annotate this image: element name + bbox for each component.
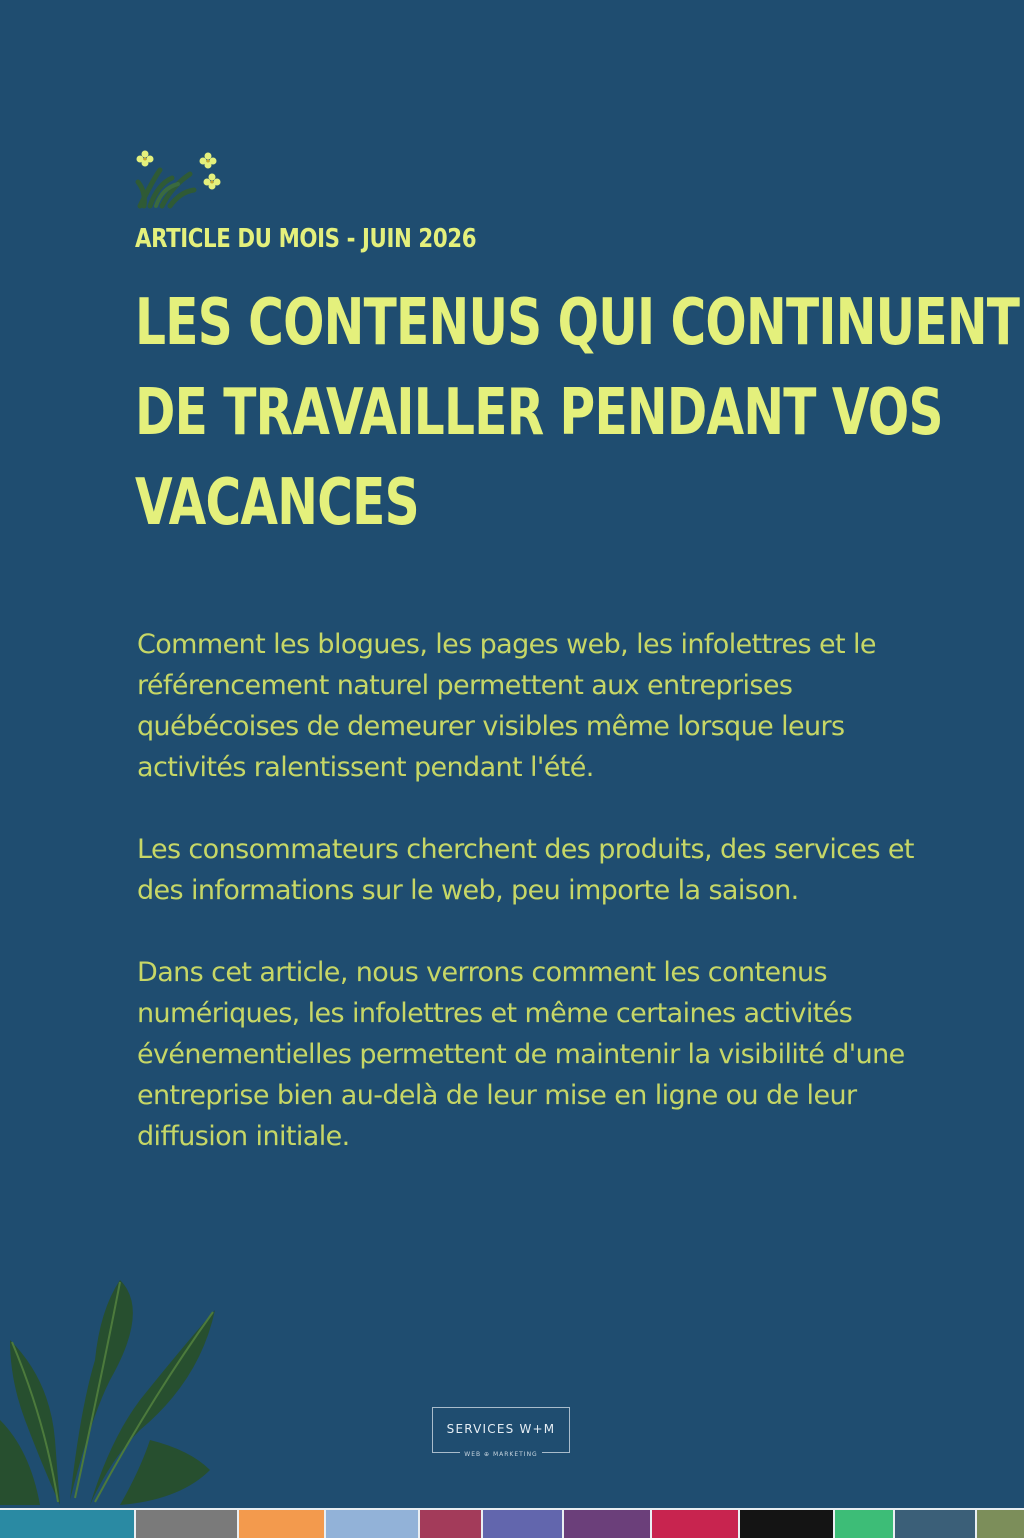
color-bar <box>0 1508 1024 1538</box>
logo-subtitle <box>433 1451 569 1458</box>
color-swatch <box>652 1510 740 1538</box>
color-swatch <box>0 1510 136 1538</box>
logo-subtitle-text: WEB ⊕ MARKETING <box>460 1451 541 1458</box>
logo-name: SERVICES W+M <box>446 1422 556 1436</box>
color-swatch <box>564 1510 652 1538</box>
color-swatch <box>239 1510 326 1538</box>
color-swatch <box>895 1510 977 1538</box>
title-line: LES CONTENUS QUI CONTINUENT <box>135 286 1020 360</box>
body-paragraph: Dans cet article, nous verrons comment les contenus numériques, les infolettres et même certaines activités événementielles permettent de maintenir la visibilité d'une entreprise bien au-delà de leur mise en ligne ou de leur diffusion initiale. <box>137 957 905 1152</box>
color-swatch <box>326 1510 420 1538</box>
color-swatch <box>977 1510 1024 1538</box>
color-swatch <box>136 1510 239 1538</box>
color-swatch <box>740 1510 835 1538</box>
color-swatch <box>420 1510 483 1538</box>
title-line: DE TRAVAILLER PENDANT VOS <box>135 376 943 450</box>
article-kicker: ARTICLE DU MOIS - JUIN 2026 <box>135 224 477 254</box>
article-title <box>135 278 1020 548</box>
title-line: VACANCES <box>135 466 419 540</box>
color-swatch <box>483 1510 564 1538</box>
body-paragraph: Les consommateurs cherchent des produits, des services et des informations sur le web, peu importe la saison. <box>137 834 914 906</box>
article-body <box>137 624 917 1198</box>
body-paragraph: Comment les blogues, les pages web, les infolettres et le référencement naturel permettent aux entreprises québécoises de demeurer visibles même lorsque leurs activités ralentissent pendant l'été. <box>137 629 876 783</box>
brand-logo <box>432 1407 570 1458</box>
plant-icon <box>0 1270 230 1510</box>
color-swatch <box>835 1510 895 1538</box>
flowers-icon <box>132 148 224 212</box>
